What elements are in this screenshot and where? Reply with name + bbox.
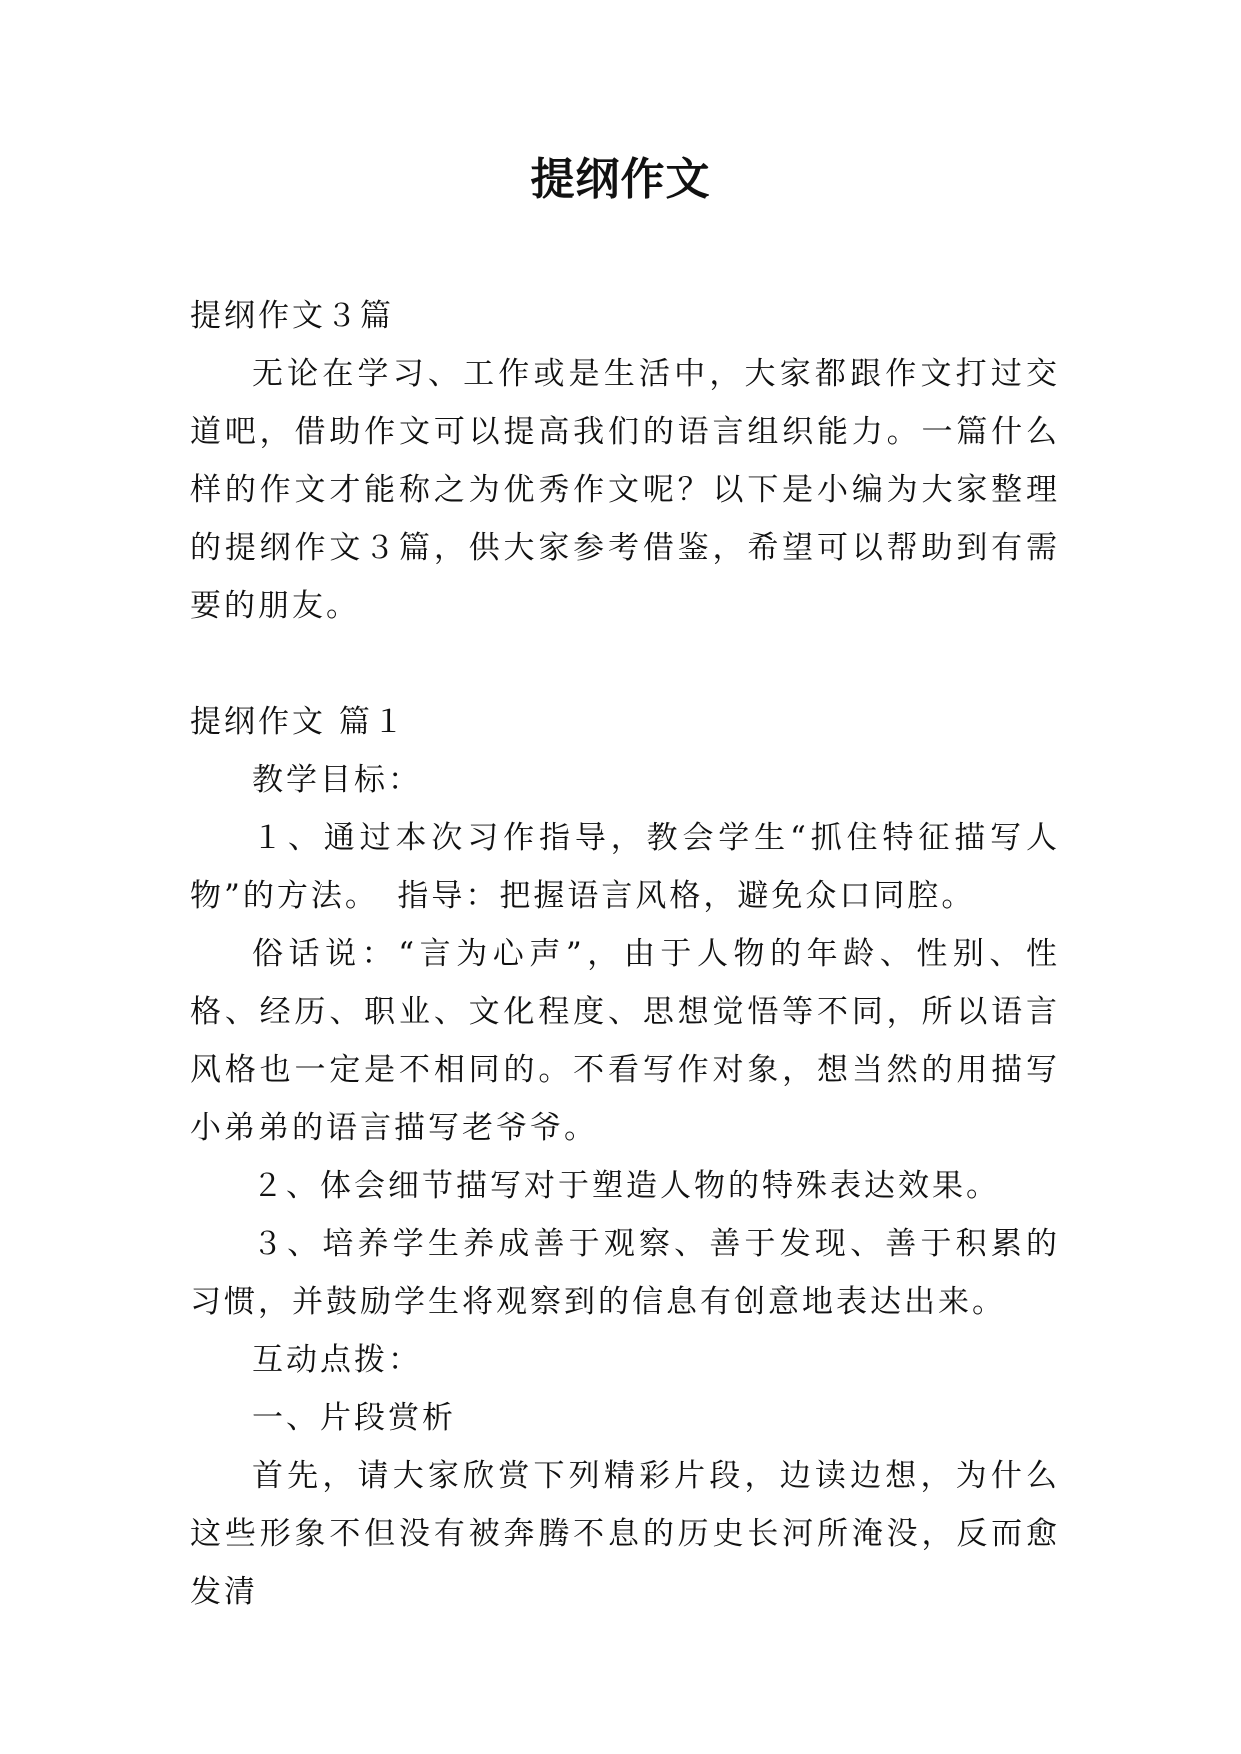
body-paragraph: 互动点拨： xyxy=(252,1342,422,1378)
intro-paragraph: 无论在学习、工作或是生活中，大家都跟作文打过交道吧，借助作文可以提高我们的语言组织能力。一篇什么样的作文才能称之为优秀作文呢？以下是小编为大家整理的提纲作文３篇，供大家参考借鉴，希望可以帮助到有需要的朋友。 xyxy=(190,356,1060,624)
body-paragraph: 首先，请大家欣赏下列精彩片段，边读边想，为什么这些形象不但没有被奔腾不息的历史长河所淹没，反而愈发清 xyxy=(190,1458,1060,1610)
body-paragraph: 俗话说：“言为心声”，由于人物的年龄、性别、性格、经历、职业、文化程度、思想觉悟等不同，所以语言风格也一定是不相同的。不看写作对象，想当然的用描写小弟弟的语言描写老爷爷。 xyxy=(190,936,1060,1146)
document-subtitle: 提纲作文３篇 xyxy=(190,298,394,334)
section-spacer xyxy=(190,635,1060,693)
body-paragraph: 一、片段赏析 xyxy=(252,1400,456,1436)
body-paragraph: 教学目标： xyxy=(252,762,422,798)
document-title: 提纲作文 xyxy=(530,154,711,205)
body-paragraph: ３、培养学生养成善于观察、善于发现、善于积累的习惯，并鼓励学生将观察到的信息有创意地表达出来。 xyxy=(190,1226,1060,1320)
document-body xyxy=(190,287,1060,1621)
body-paragraph: １、通过本次习作指导，教会学生“抓住特征描写人物”的方法。 指导：把握语言风格，避免众口同腔。 xyxy=(190,820,1060,914)
body-paragraph: ２、体会细节描写对于塑造人物的特殊表达效果。 xyxy=(252,1168,1000,1204)
section-heading: 提纲作文 篇１ xyxy=(190,704,407,740)
